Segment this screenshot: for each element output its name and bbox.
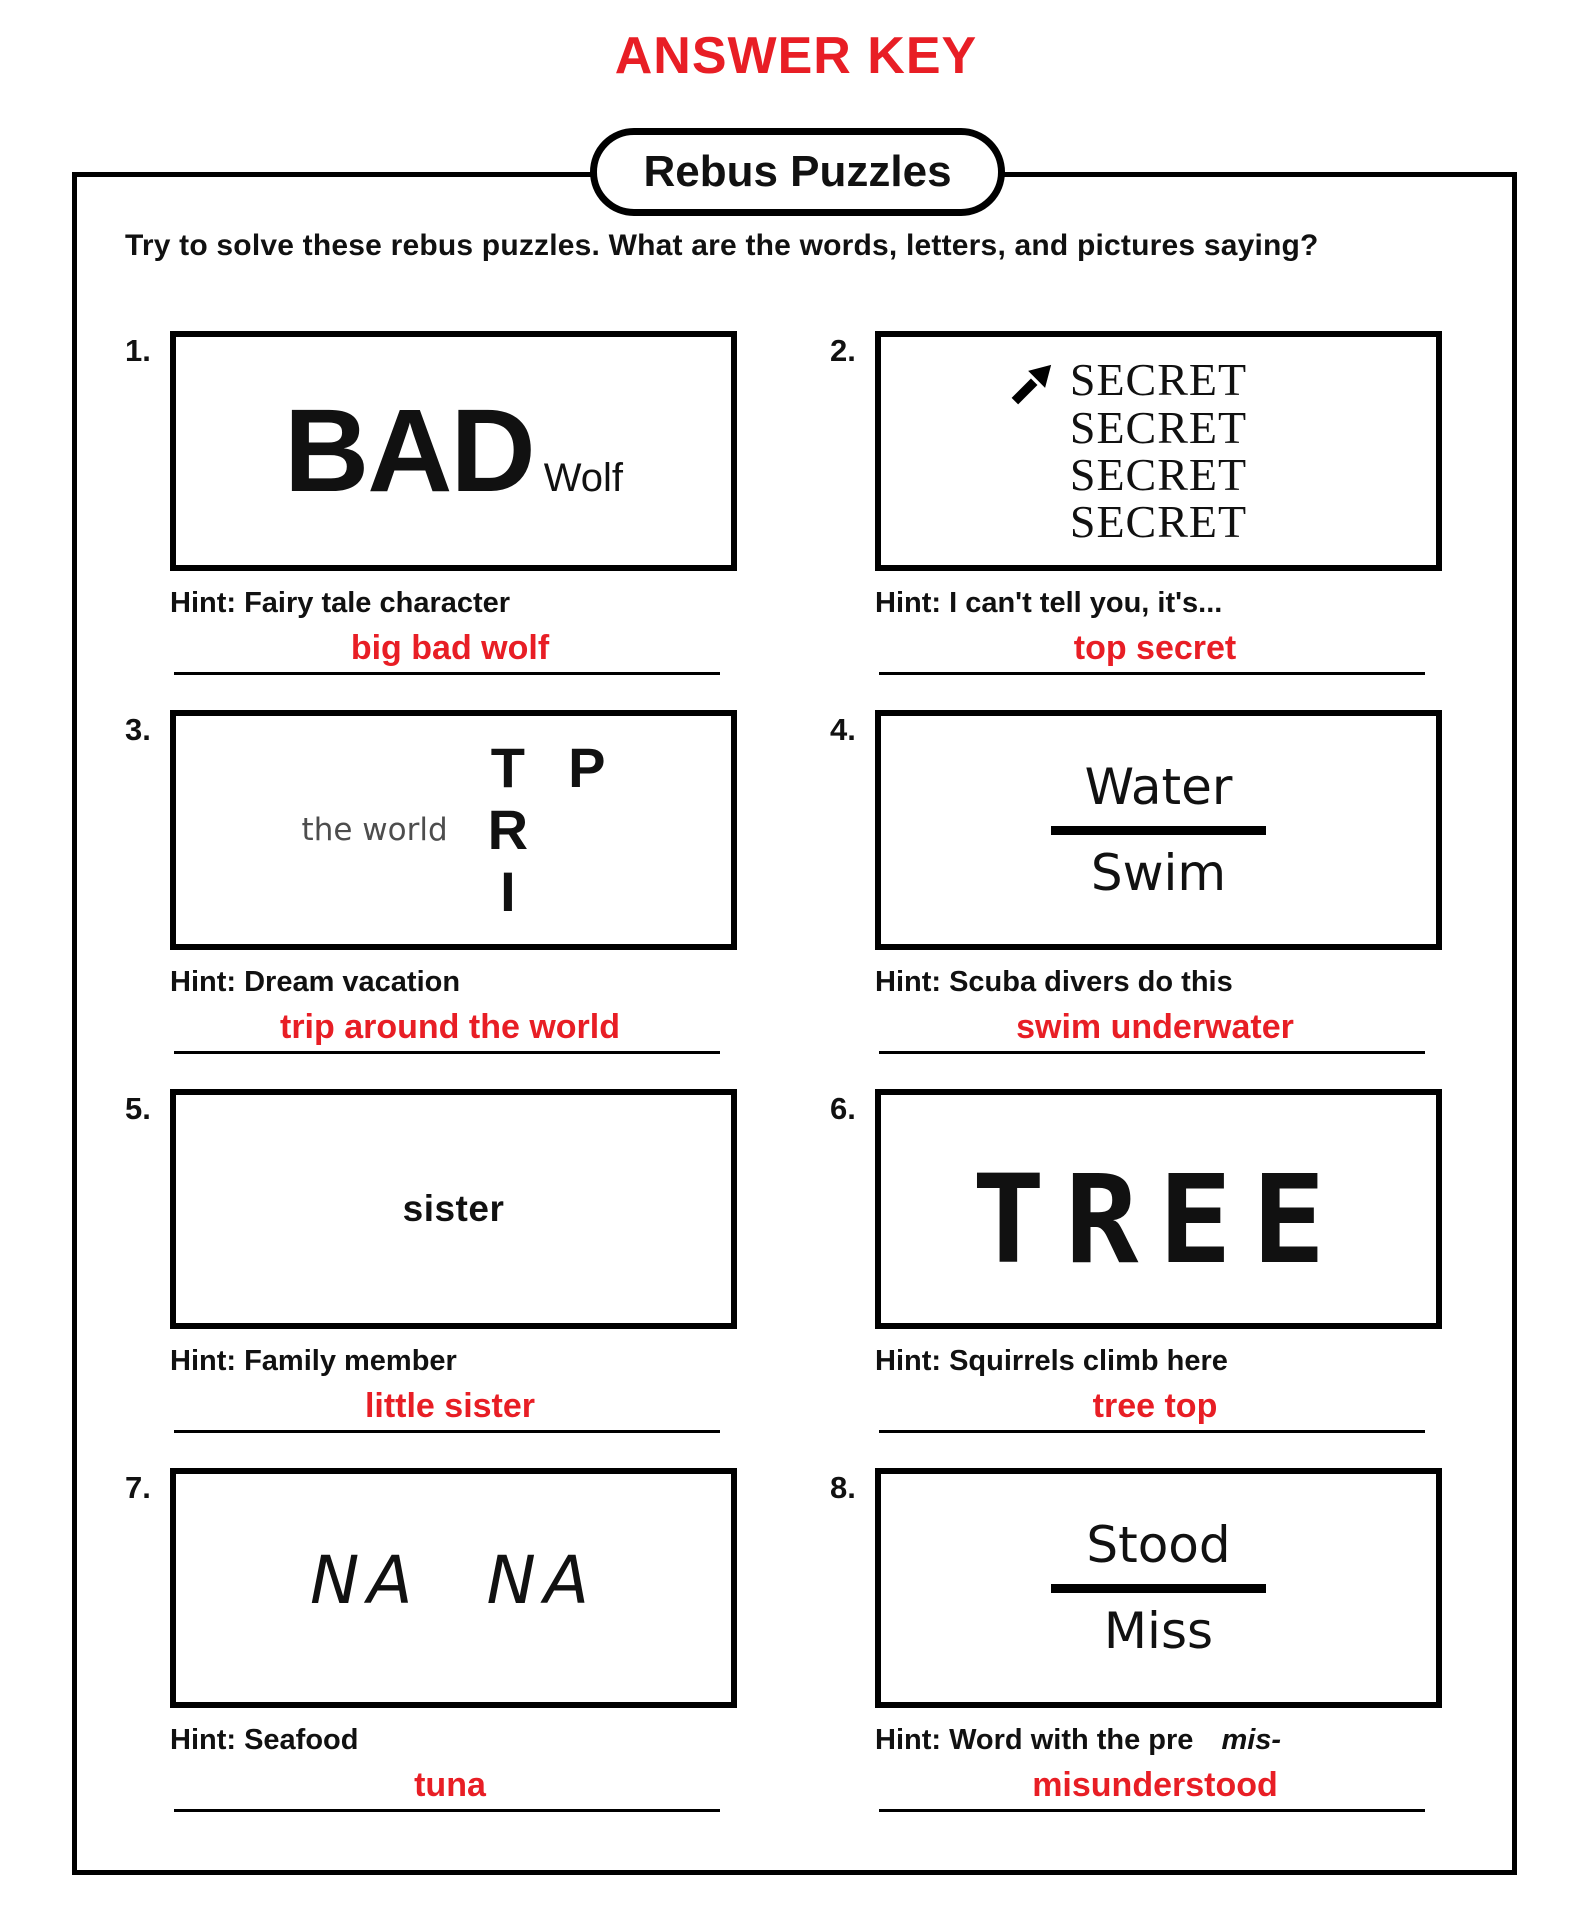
cross-letter-right: R <box>487 798 529 861</box>
answer-line <box>879 1051 1425 1054</box>
puzzle-hint <box>875 1724 1442 1760</box>
puzzle-box <box>170 1468 737 1708</box>
puzzle-cell-5 <box>125 1089 737 1433</box>
stack-word: SECRET <box>1069 354 1248 406</box>
cross-letter-left: P <box>568 736 606 799</box>
hint-text: Hint: Fairy tale character <box>170 587 511 619</box>
puzzle-number: 2. <box>830 333 856 368</box>
cross-letter-bottom: I <box>500 860 516 923</box>
tree-top-word: TREE <box>971 1149 1346 1291</box>
puzzle-box <box>875 1089 1442 1329</box>
puzzle-answer: little sister <box>364 1387 536 1425</box>
puzzle-answer: trip around the world <box>280 1008 620 1046</box>
puzzle-box <box>170 710 737 950</box>
rebus-tuna <box>310 1542 597 1619</box>
answer-line <box>879 1430 1425 1433</box>
puzzle-answer: top secret <box>1073 629 1237 667</box>
puzzle-answer: misunderstood <box>1032 1766 1278 1804</box>
worksheet-title: Rebus Puzzles <box>643 147 952 196</box>
puzzle-cell-6 <box>830 1089 1442 1433</box>
puzzle-number: 4. <box>830 712 856 747</box>
puzzle-answer: tree top <box>1092 1387 1218 1425</box>
puzzle-cell-3 <box>125 710 737 1054</box>
puzzle-box <box>170 331 737 571</box>
puzzle-hint <box>170 966 737 1002</box>
answer-line <box>174 672 720 675</box>
puzzle-cell-2 <box>830 331 1442 675</box>
puzzle-number: 6. <box>830 1091 856 1126</box>
rebus-tree-top <box>971 1149 1346 1291</box>
worksheet-frame <box>72 172 1517 1875</box>
puzzle-number: 8. <box>830 1470 856 1505</box>
fraction-bar <box>1051 1584 1266 1593</box>
rebus-big-word: BAD <box>284 385 534 517</box>
puzzle-box <box>875 710 1442 950</box>
cross-center-words: the world <box>301 812 448 848</box>
rebus-misunderstood <box>1051 1516 1266 1660</box>
arrow-up-right-icon <box>1004 354 1062 412</box>
answer-line <box>879 672 1425 675</box>
hint-text: Hint: Scuba divers do this <box>875 966 1233 998</box>
puzzle-number: 7. <box>125 1470 151 1505</box>
puzzle-box <box>170 1089 737 1329</box>
puzzle-number: 3. <box>125 712 151 747</box>
answer-line <box>174 1051 720 1054</box>
puzzle-cell-4 <box>830 710 1442 1054</box>
puzzle-cell-8 <box>830 1468 1442 1812</box>
fraction-bar <box>1051 826 1266 835</box>
stack-word: SECRET <box>1069 496 1248 548</box>
hint-text: Hint: Seafood <box>170 1724 359 1756</box>
answer-key-heading: ANSWER KEY <box>614 27 978 85</box>
puzzle-box <box>875 1468 1442 1708</box>
answer-line <box>174 1809 720 1812</box>
rebus-little-sister: sister <box>402 1188 505 1229</box>
hint-text: Hint: Dream vacation <box>170 966 461 998</box>
puzzle-answer: big bad wolf <box>350 629 550 667</box>
hint-text: Hint: Family member <box>170 1345 457 1377</box>
puzzle-grid <box>125 331 1512 1812</box>
rebus-trip-around-world <box>301 736 606 923</box>
puzzle-number: 1. <box>125 333 151 368</box>
hint-italic-text: mis- <box>1221 1724 1282 1756</box>
puzzle-hint <box>170 1345 737 1381</box>
rebus-bad-wolf <box>284 385 623 517</box>
puzzle-answer: tuna <box>414 1766 486 1804</box>
worksheet-title-pill <box>590 128 1005 216</box>
nana-word: NA <box>486 1541 598 1619</box>
puzzle-hint <box>170 1724 737 1760</box>
answer-line <box>174 1430 720 1433</box>
nana-word: NA <box>309 1541 421 1619</box>
hint-text: Hint: Squirrels climb here <box>875 1345 1228 1377</box>
cross-letter-top: T <box>490 736 525 799</box>
puzzle-hint <box>875 587 1442 623</box>
puzzle-hint <box>875 1345 1442 1381</box>
instruction-text: Try to solve these rebus puzzles. What are the words, letters, and pictures saying? <box>125 229 1319 262</box>
fraction-top-word: Stood <box>1086 1516 1231 1574</box>
puzzle-box <box>875 331 1442 571</box>
answer-line <box>879 1809 1425 1812</box>
rebus-secret-stack <box>1070 356 1247 546</box>
stack-word: SECRET <box>1069 401 1248 453</box>
rebus-small-word: Wolf <box>543 456 623 500</box>
stack-word: SECRET <box>1069 449 1248 500</box>
hint-text: Hint: I can't tell you, it's... <box>875 587 1223 619</box>
fraction-bottom-word: Miss <box>1103 1601 1214 1660</box>
puzzle-hint <box>170 587 737 623</box>
fraction-top-word: Water <box>1084 758 1233 816</box>
puzzle-answer: swim underwater <box>1016 1008 1294 1046</box>
puzzle-number: 5. <box>125 1091 151 1126</box>
fraction-bottom-word: Swim <box>1090 843 1227 902</box>
puzzle-cell-1 <box>125 331 737 675</box>
puzzle-cell-7 <box>125 1468 737 1812</box>
rebus-water-over-swim <box>1051 758 1266 902</box>
hint-text: Hint: Word with the pre <box>875 1724 1194 1756</box>
puzzle-hint <box>875 966 1442 1002</box>
